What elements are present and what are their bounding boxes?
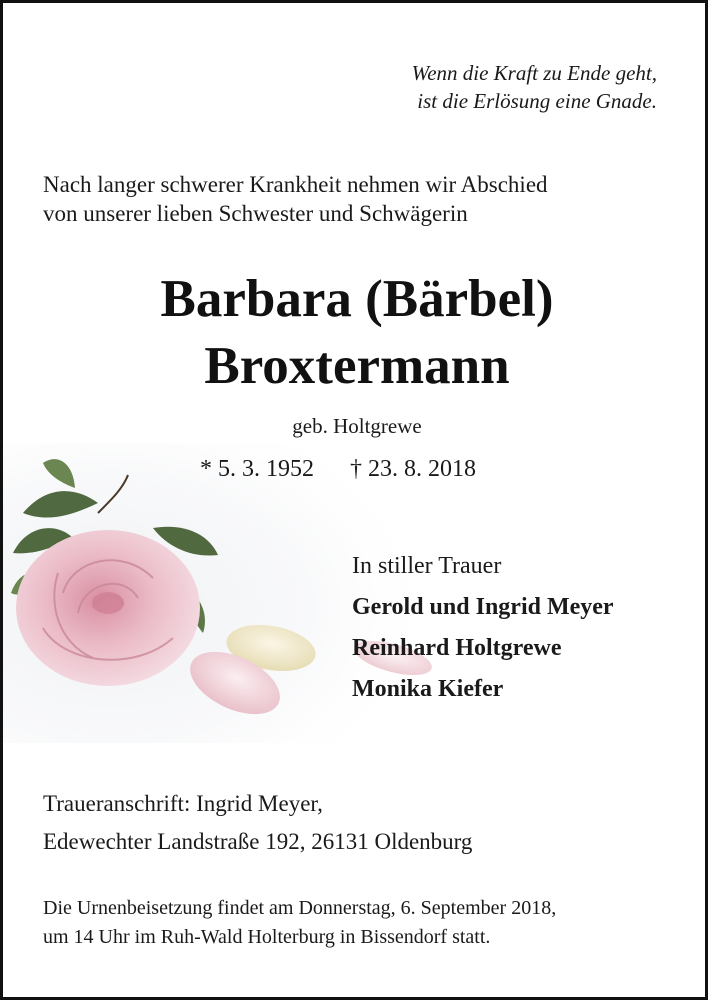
death-date: † 23. 8. 2018 [350,456,476,482]
mourning-heading: In stiller Trauer [352,553,502,579]
mourning-address [43,785,472,861]
intro-text [43,170,683,228]
motto-line-1: Wenn die Kraft zu Ende geht, [411,61,657,85]
deceased-name-line-1: Barbara (Bärbel) [160,270,554,328]
deceased-name-line-2: Broxtermann [204,337,510,395]
burial-line-1: Die Urnenbeisetzung findet am Donnerstag, 6. September 2018, [43,897,557,919]
intro-line-2: von unserer lieben Schwester und Schwägerin [43,201,468,226]
intro-line-1: Nach langer schwerer Krankheit nehmen wir Abschied [43,172,548,197]
mourner-name: Monika Kiefer [352,676,504,702]
burial-line-2: um 14 Uhr im Ruh-Wald Holterburg in Bissendorf statt. [43,926,491,948]
address-line-1: Traueranschrift: Ingrid Meyer, [43,791,323,816]
birth-name: geb. Holtgrewe [292,414,422,438]
mourner-name: Reinhard Holtgrewe [352,635,562,661]
mourner-name: Gerold und Ingrid Meyer [352,594,614,620]
motto-quote [257,59,657,115]
burial-notice [43,894,556,952]
motto-line-2: ist die Erlösung eine Gnade. [417,89,657,113]
mourners-block [352,546,614,710]
address-line-2: Edewechter Landstraße 192, 26131 Oldenburg [43,829,473,854]
birth-date: * 5. 3. 1952 [200,456,314,482]
life-dates [200,454,476,484]
